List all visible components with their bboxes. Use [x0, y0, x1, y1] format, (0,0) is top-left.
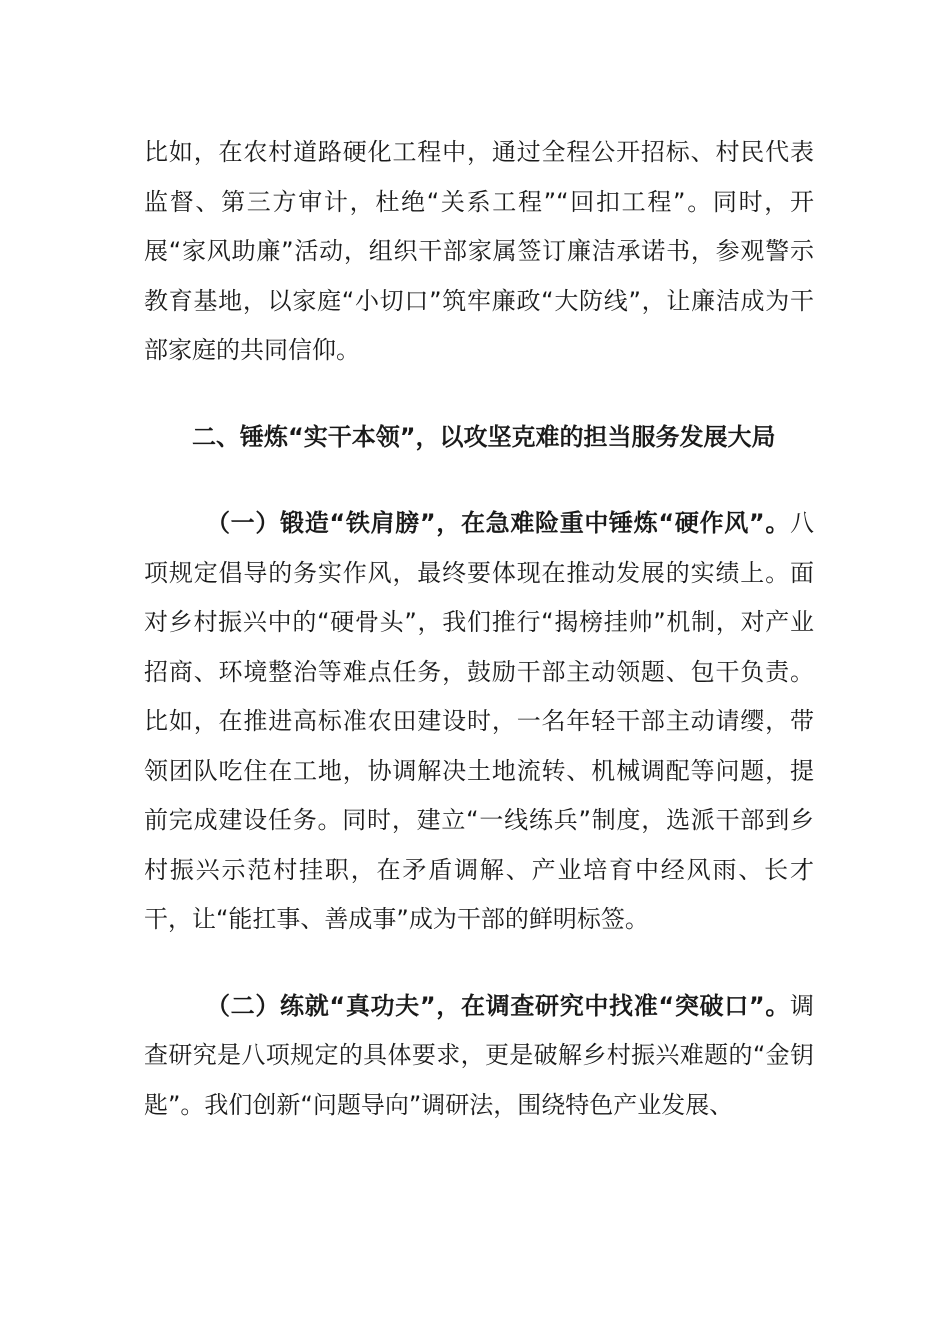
- section-heading: 二、锤炼“实干本领”，以攻坚克难的担当服务发展大局: [192, 422, 776, 451]
- subsection-2-paragraph: [144, 982, 814, 1131]
- document-body: [144, 128, 814, 1130]
- subsection-1-title: （一）锻造“铁肩膀”，在急难险重中锤炼“硬作风”。: [206, 509, 790, 537]
- subsection-1-body: 八项规定倡导的务实作风，最终要体现在推动发展的实绩上。面对乡村振兴中的“硬骨头”，我们推行“揭榜挂帅”机制，对产业招商、环境整治等难点任务，鼓励干部主动领题、包干负责。比如，在推进高标准农田建设时，一名年轻干部主动请缨，带领团队吃住在工地，协调解决土地流转、机械调配等问题，提前完成建设任务。同时，建立“一线练兵”制度，选派干部到乡村振兴示范村挂职，在矛盾调解、产业培育中经风雨、长才干，让“能扛事、善成事”成为干部的鲜明标签。: [144, 509, 814, 933]
- subsection-1-paragraph: [144, 499, 814, 945]
- subsection-2-body: 调查研究是八项规定的具体要求，更是破解乡村振兴难题的“金钥匙”。我们创新“问题导向”调研法，围绕特色产业发展、: [144, 991, 814, 1119]
- subsection-2-title: （二）练就“真功夫”，在调查研究中找准“突破口”。: [206, 991, 790, 1020]
- paragraph-rural-roads: 比如，在农村道路硬化工程中，通过全程公开招标、村民代表监督、第三方审计，杜绝“关系工程”“回扣工程”。同时，开展“家风助廉”活动，组织干部家属签订廉洁承诺书，参观警示教育基地，以家庭“小切口”筑牢廉政“大防线”，让廉洁成为干部家庭的共同信仰。: [144, 138, 814, 364]
